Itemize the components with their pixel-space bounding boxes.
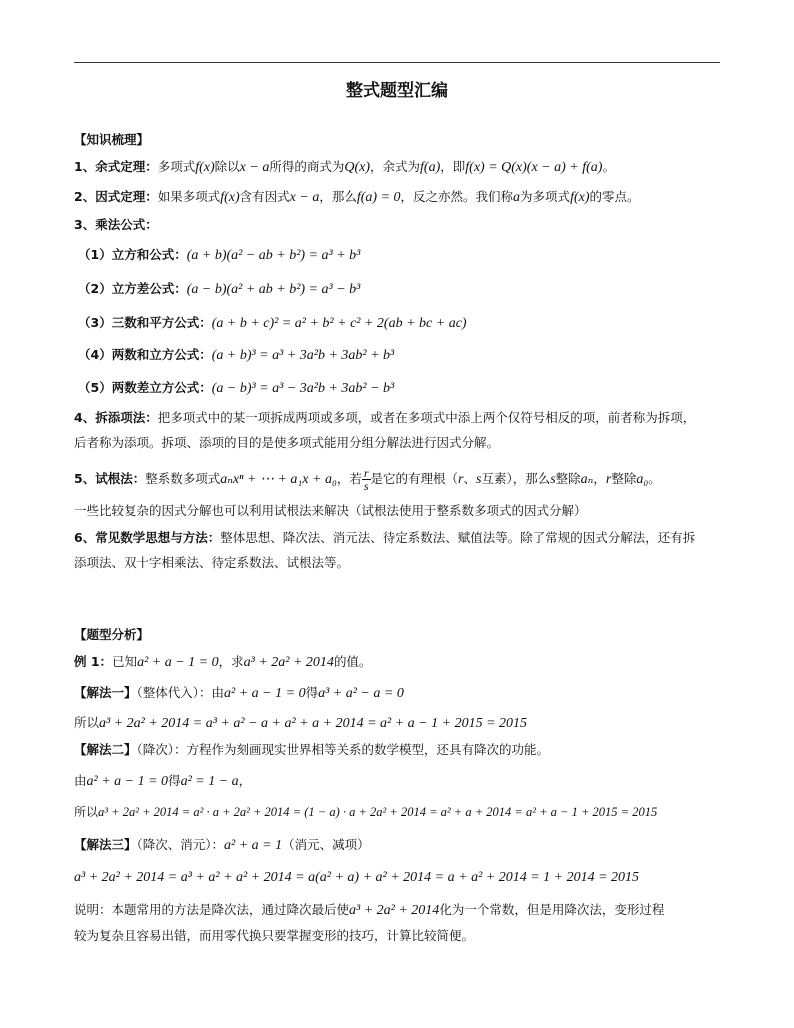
formula-sum-of-cubes: （1）立方和公式：(a + b)(a² − ab + b²) = a³ + b³ [78,247,361,263]
formula-trinomial-square: （3）三数和平方公式：(a + b + c)² = a² + b² + c² + 2(ab + bc + ac) [78,315,467,331]
header-rule [74,62,720,63]
trial-root-note: 一些比较复杂的因式分解也可以利用试根法来解决（试根法使用于整系数多项式的因式分解） [74,503,587,518]
formula-difference-of-cubes: （2）立方差公式：(a − b)(a² + ab + b²) = a³ − b³ [78,281,361,297]
fraction-r-over-s: $\frac{r}{s}$ [363,466,369,493]
page-title: 整式题型汇编 [346,81,448,101]
item-factor-theorem: 2、因式定理：如果多项式f(x)含有因式x − a，那么f(a) = 0，反之亦然。我们称a为多项式f(x)的零点。 [74,189,640,205]
solution-1-derivation: 所以a³ + 2a² + 2014 = a³ + a² − a + a² + a + 2014 = a² + a − 1 + 2015 = 2015 [74,715,528,731]
item-remainder-theorem: 1、余式定理：多项式f(x)除以x − a所得的商式为Q(x)，余式为f(a)，即f(x) = Q(x)(x − a) + f(a)。 [74,159,615,175]
solution-2-step: 由a² + a − 1 = 0得a² = 1 − a， [74,773,252,789]
item-split-add-terms: 4、拆添项法：把多项式中的某一项拆成两项或多项，或者在多项式中添上两个仅符号相反的项，前者称为拆项， [74,410,696,425]
item-math-methods: 6、常见数学思想与方法：整体思想、降次法、消元法、待定系数法、赋值法等。除了常规的因式分解法，还有拆 [74,530,696,545]
solution-2: 【解法二】（降次）：方程作为刻画现实世界相等关系的数学模型，还具有降次的功能。 [74,742,550,757]
solution-3-derivation: a³ + 2a² + 2014 = a³ + a² + a² + 2014 = a(a² + a) + a² + 2014 = a + a² + 2014 = 1 + 2014 = 2015 [74,870,640,885]
remark: 说明：本题常用的方法是降次法，通过降次最后使a³ + 2a² + 2014化为一个常数，但是用降次法，变形过程 [74,902,665,918]
item-multiplication-formulas: 3、乘法公式： [74,217,158,232]
item-math-methods-cont: 添项法、双十字相乘法、待定系数法、试根法等。 [74,555,350,570]
item-label: 1、余式定理： [74,159,158,174]
formula-cube-of-sum: （4）两数和立方公式：(a + b)³ = a³ + 3a²b + 3ab² + b³ [78,347,395,363]
solution-1: 【解法一】（整体代入）：由a² + a − 1 = 0得a³ + a² − a = 0 [74,685,404,701]
section-heading-knowledge: 【知识梳理】 [74,132,150,147]
item-split-add-terms-cont: 后者称为添项。拆项、添项的目的是使多项式能用分组分解法进行因式分解。 [74,435,500,450]
solution-2-derivation: 所以a³ + 2a² + 2014 = a² · a + 2a² + 2014 = (1 − a) · a + 2a² + 2014 = a² + a + 2014 = a² + a − 1 + 2015 = 2015 [74,805,658,819]
example-1: 例 1：已知a² + a − 1 = 0，求a³ + 2a² + 2014的值。 [74,654,372,670]
remark-cont: 较为复杂且容易出错，而用零代换只要掌握变形的技巧，计算比较简便。 [74,928,475,943]
item-label: 2、因式定理： [74,189,158,204]
formula-cube-of-difference: （5）两数差立方公式：(a − b)³ = a³ − 3a²b + 3ab² − b³ [78,380,395,396]
solution-3: 【解法三】（降次、消元）：a² + a = 1（消元、减项） [74,837,370,853]
item-trial-root: 5、试根法：整系数多项式aₙxⁿ + ⋯ + a₁x + a₀，若 $\frac{r}{s}$ 是它的有理根（r、s互素），那么s整除aₙ，r整除a₀。 [74,466,661,493]
section-heading-analysis: 【题型分析】 [74,627,150,642]
